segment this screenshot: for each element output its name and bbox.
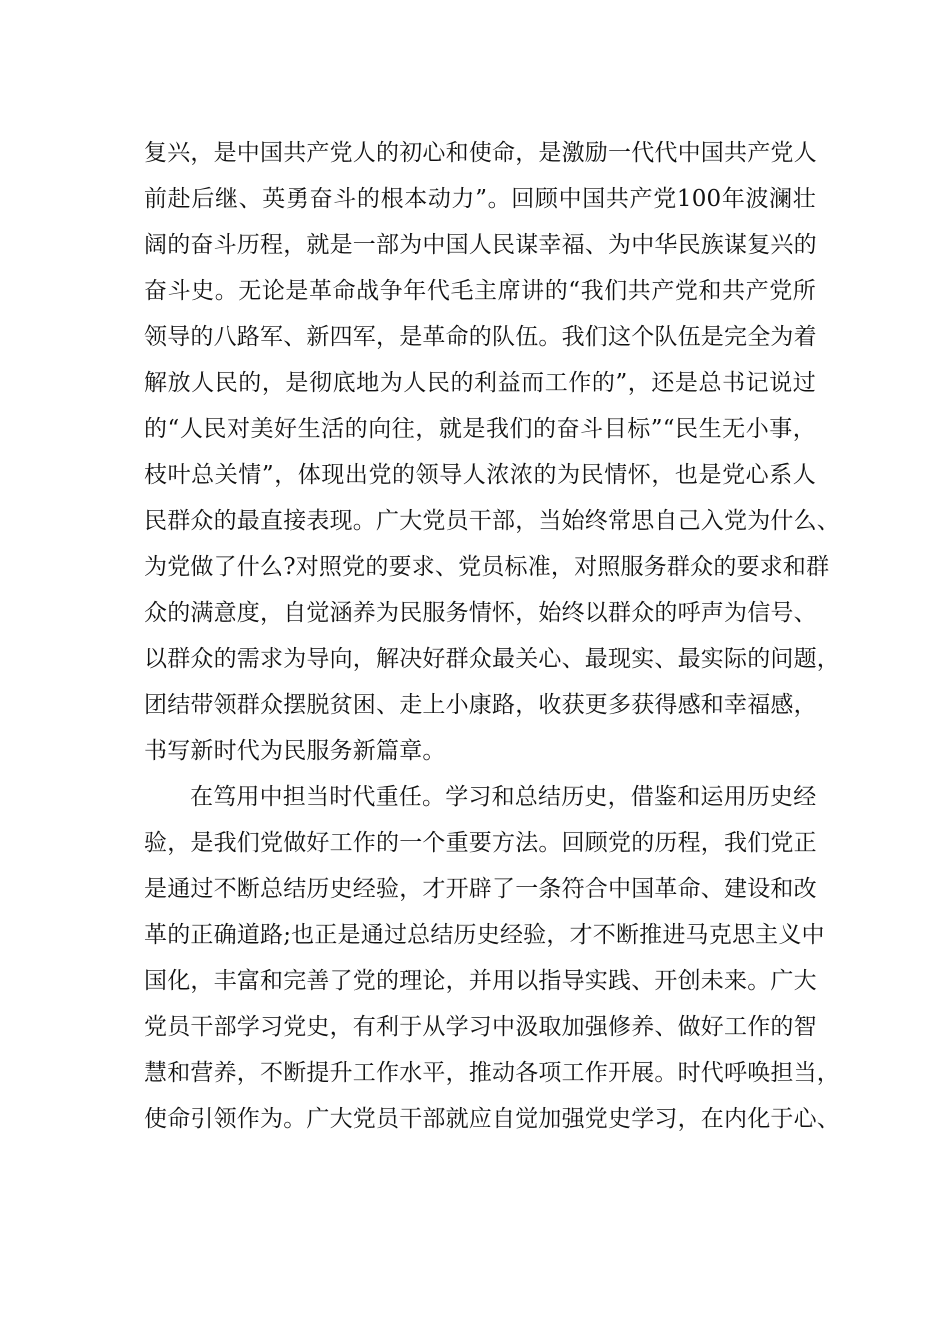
text-line: 民群众的最直接表现。广大党员干部，当始终常思自己入党为什么、 <box>144 508 840 534</box>
paragraph-1 <box>144 130 840 774</box>
text-line: 领导的八路军、新四军，是革命的队伍。我们这个队伍是完全为着 <box>144 324 817 350</box>
text-line: 众的满意度，自觉涵养为民服务情怀，始终以群众的呼声为信号、 <box>144 600 817 626</box>
body-text <box>144 130 840 1142</box>
text-line: 奋斗史。无论是革命战争年代毛主席讲的“我们共产党和共产党所 <box>144 278 816 304</box>
text-line: 是通过不断总结历史经验，才开辟了一条符合中国革命、建设和改 <box>144 876 817 902</box>
text-line: 在笃用中担当时代重任。学习和总结历史，借鉴和运用历史经 <box>190 784 817 810</box>
text-line: 团结带领群众摆脱贫困、走上小康路，收获更多获得感和幸福感， <box>144 692 817 718</box>
text-line: 解放人民的，是彻底地为人民的利益而工作的”，还是总书记说过 <box>144 370 816 396</box>
text-line: 复兴，是中国共产党人的初心和使命，是激励一代代中国共产党人 <box>144 140 817 166</box>
text-line: 验，是我们党做好工作的一个重要方法。回顾党的历程，我们党正 <box>144 830 817 856</box>
text-line: 以群众的需求为导向，解决好群众最关心、最现实、最实际的问题， <box>144 646 840 672</box>
text-line: 阔的奋斗历程，就是一部为中国人民谋幸福、为中华民族谋复兴的 <box>144 232 817 258</box>
text-line: 枝叶总关情”，体现出党的领导人浓浓的为民情怀，也是党心系人 <box>144 462 816 488</box>
text-line: 前赴后继、英勇奋斗的根本动力”。回顾中国共产党100年波澜壮 <box>144 186 816 212</box>
text-line: 使命引领作为。广大党员干部就应自觉加强党史学习，在内化于心、 <box>144 1106 840 1132</box>
text-line: 书写新时代为民服务新篇章。 <box>144 738 446 764</box>
text-line: 慧和营养，不断提升工作水平，推动各项工作开展。时代呼唤担当， <box>144 1060 840 1086</box>
text-line: 国化，丰富和完善了党的理论，并用以指导实践、开创未来。广大 <box>144 968 817 994</box>
text-line: 的“人民对美好生活的向往，就是我们的奋斗目标”“民生无小事， <box>144 416 816 442</box>
text-line: 革的正确道路;也正是通过总结历史经验，才不断推进马克思主义中 <box>144 922 825 948</box>
text-line: 为党做了什么?对照党的要求、党员标准，对照服务群众的要求和群 <box>144 554 830 580</box>
paragraph-2 <box>144 774 840 1142</box>
text-line: 党员干部学习党史，有利于从学习中汲取加强修养、做好工作的智 <box>144 1014 817 1040</box>
